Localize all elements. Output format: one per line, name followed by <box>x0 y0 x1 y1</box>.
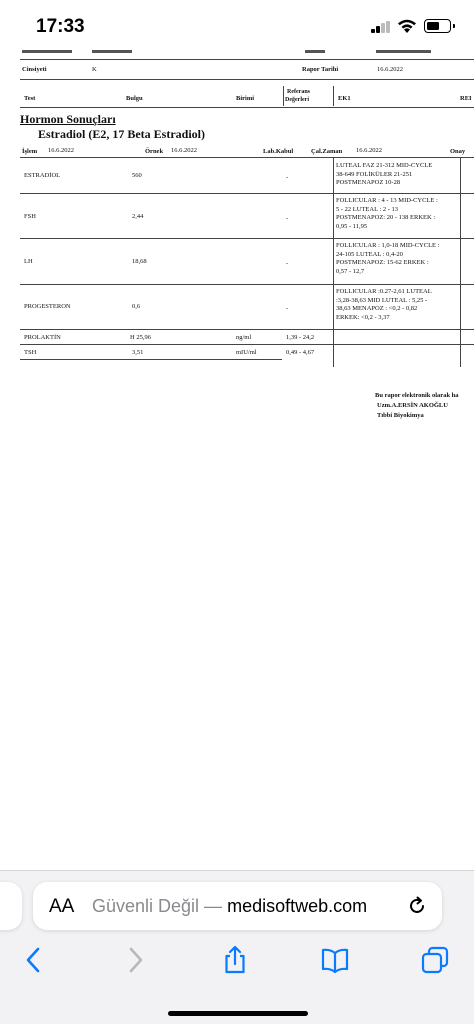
previous-tab-card[interactable] <box>0 882 22 930</box>
row-progesteron-result: 0,6 <box>132 303 141 310</box>
row-prolaktin-result: H 25,96 <box>130 334 151 341</box>
status-time: 17:33 <box>36 16 85 37</box>
row-estradiol-test: ESTRADİOL <box>24 172 61 179</box>
islem-label: İşlem <box>22 148 38 155</box>
col-rei: REI <box>460 95 472 102</box>
col-reference-1: Referans <box>287 89 310 95</box>
reload-icon[interactable] <box>406 895 428 917</box>
row-fsh-result: 2,44 <box>132 213 144 220</box>
col-ek1: EK1 <box>338 95 351 102</box>
row-estradiol-result: 560 <box>132 172 142 179</box>
col-reference-2: Değerleri <box>285 97 309 103</box>
islem-value: 16.6.2022 <box>48 147 74 154</box>
section-title: Hormon Sonuçları <box>20 112 116 126</box>
col-test: Test <box>24 95 36 102</box>
battery-icon <box>424 19 451 33</box>
signature-department: Tıbbi Biyokimya <box>377 412 424 419</box>
cut-off-header-row <box>20 50 474 57</box>
tabs-icon[interactable] <box>420 945 450 975</box>
col-result: Bulgu <box>126 95 143 102</box>
gender-label: Cinsiyeti <box>22 66 47 73</box>
row-lh-test: LH <box>24 258 33 265</box>
cellular-signal-icon <box>371 21 391 33</box>
row-lh-ref: - <box>286 260 289 267</box>
domain-label: medisoftweb.com <box>227 896 368 916</box>
forward-chevron-icon[interactable] <box>120 945 150 975</box>
share-icon[interactable] <box>220 945 250 975</box>
row-estradiol-ek1: LUTEAL FAZ 21-312 MID-CYCLE 38-649 FOLİKÜLER 21-251 POSTMENAPOZ 10-28 <box>336 162 433 187</box>
row-lh-ek1: FOLLICULAR : 1,0-18 MID-CYCLE : 24-105 LUTEAL : 0,4-20 POSTMENAPOZ: 15-62 ERKEK : 0,57 - 12,7 <box>336 242 440 275</box>
lab-kabul-label: Lab.Kabul <box>263 148 294 155</box>
report-date-value: 16.6.2022 <box>377 66 403 73</box>
reader-aa-button[interactable]: AA <box>49 896 75 917</box>
row-prolaktin-test: PROLAKTİN <box>24 334 61 341</box>
row-progesteron-ek1: FOLLICULAR :0.27-2,61 LUTEAL :3,28-38,63 MID LUTEAL : 5,25 - 38,63 MENAPOZ : <0,2 - 0,82 ERKEK: <0,2 - 3,37 <box>336 288 432 321</box>
lab-report-document <box>0 50 474 890</box>
url-display[interactable] <box>92 896 367 917</box>
test-group-title: Estradiol (E2, 17 Beta Estradiol) <box>38 127 205 141</box>
bookmarks-book-icon[interactable] <box>320 945 350 975</box>
report-date-label: Rapor Tarihi <box>302 66 339 73</box>
address-bar[interactable] <box>33 882 442 930</box>
status-bar <box>0 0 474 54</box>
onay-label: Onay <box>450 148 466 155</box>
row-fsh-ek1: FOLLICULAR : 4 - 13 MID-CYCLE : 5 - 22 LUTEAL : 2 - 13 POSTMENAPOZ: 20 - 138 ERKEK : 0,95 - 11,95 <box>336 197 438 230</box>
row-tsh-ref: 0,49 - 4,67 <box>286 349 315 356</box>
wifi-icon <box>397 19 417 34</box>
row-fsh-test: FSH <box>24 213 36 220</box>
signature-doctor: Uzm.A.ERSİN AKOĞLU <box>377 402 448 409</box>
row-fsh-ref: - <box>286 215 289 222</box>
back-chevron-icon[interactable] <box>19 945 49 975</box>
ornek-label: Örnek <box>145 148 164 155</box>
cal-zaman-value: 16.6.2022 <box>356 147 382 154</box>
row-progesteron-test: PROGESTERON <box>24 303 71 310</box>
row-prolaktin-ref: 1,39 - 24,2 <box>286 334 315 341</box>
gender-value: K <box>92 66 97 73</box>
row-lh-result: 18,68 <box>132 258 147 265</box>
safari-bottom-bar <box>0 870 474 1024</box>
signature-note: Bu rapor elektronik olarak ha <box>375 392 459 399</box>
cal-zaman-label: Çal.Zaman <box>311 148 343 155</box>
row-tsh-test: TSH <box>24 349 37 356</box>
row-estradiol-ref: - <box>286 174 289 181</box>
col-unit: Birimi <box>236 95 255 102</box>
row-prolaktin-unit: ng/ml <box>236 334 252 341</box>
not-secure-label: Güvenli Değil — <box>92 896 223 916</box>
home-indicator <box>168 1011 308 1016</box>
row-tsh-unit: mIU/ml <box>236 349 257 356</box>
ornek-value: 16.6.2022 <box>171 147 197 154</box>
row-tsh-result: 3,51 <box>132 349 144 356</box>
row-progesteron-ref: - <box>286 305 289 312</box>
